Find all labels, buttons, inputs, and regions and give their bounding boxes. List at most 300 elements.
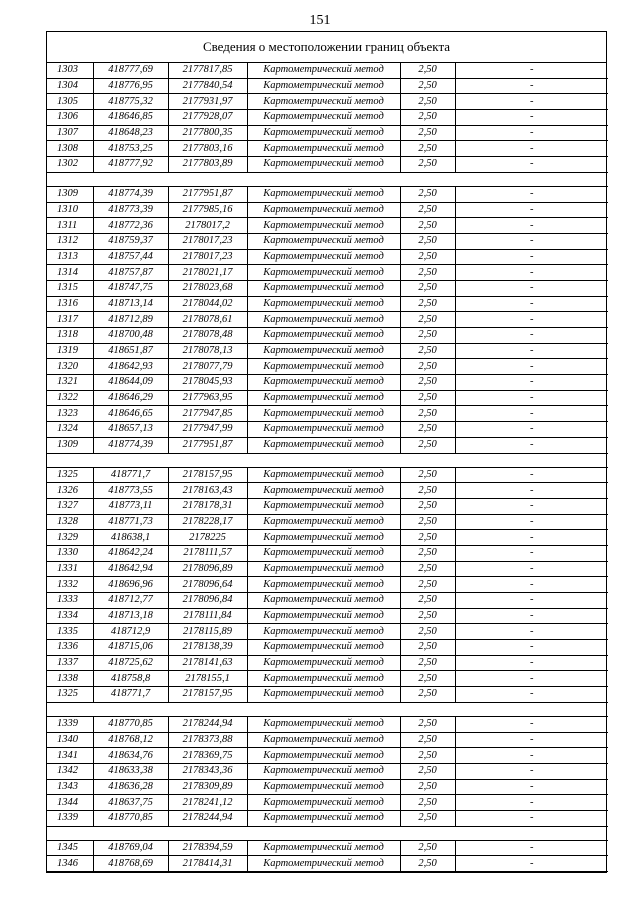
y-coordinate-cell: 2178096,84 [168,593,247,609]
description-cell: - [455,467,608,483]
accuracy-cell: 2,50 [400,655,455,671]
point-number-cell: 1335 [47,624,93,640]
x-coordinate-cell: 418768,12 [93,732,168,748]
table-row [47,312,608,328]
y-coordinate-cell: 2178096,89 [168,561,247,577]
y-coordinate-cell: 2178373,88 [168,732,247,748]
x-coordinate-cell: 418713,18 [93,608,168,624]
point-number-cell: 1309 [47,437,93,453]
y-coordinate-cell: 2177928,07 [168,110,247,126]
description-cell: - [455,94,608,110]
y-coordinate-cell: 2177947,99 [168,422,247,438]
method-cell: Картометрический метод [247,390,400,406]
table-row [47,265,608,281]
point-number-cell: 1307 [47,125,93,141]
separator-cell [47,453,608,467]
y-coordinate-cell: 2178225 [168,530,247,546]
y-coordinate-cell: 2177985,16 [168,202,247,218]
description-cell: - [455,795,608,811]
accuracy-cell: 2,50 [400,390,455,406]
method-cell: Картометрический метод [247,655,400,671]
description-cell: - [455,545,608,561]
y-coordinate-cell: 2178017,2 [168,218,247,234]
point-number-cell: 1317 [47,312,93,328]
table-row [47,561,608,577]
accuracy-cell: 2,50 [400,406,455,422]
point-number-cell: 1341 [47,748,93,764]
table-row [47,94,608,110]
x-coordinate-cell: 418696,96 [93,577,168,593]
y-coordinate-cell: 2177947,85 [168,406,247,422]
y-coordinate-cell: 2178141,63 [168,655,247,671]
accuracy-cell: 2,50 [400,640,455,656]
point-number-cell: 1318 [47,328,93,344]
description-cell: - [455,233,608,249]
table-row [47,78,608,94]
method-cell: Картометрический метод [247,624,400,640]
x-coordinate-cell: 418777,92 [93,157,168,173]
description-cell: - [455,218,608,234]
x-coordinate-cell: 418651,87 [93,343,168,359]
y-coordinate-cell: 2177931,97 [168,94,247,110]
table-row [47,233,608,249]
method-cell: Картометрический метод [247,125,400,141]
point-number-cell: 1328 [47,514,93,530]
description-cell: - [455,110,608,126]
accuracy-cell: 2,50 [400,202,455,218]
y-coordinate-cell: 2178163,43 [168,483,247,499]
x-coordinate-cell: 418646,65 [93,406,168,422]
point-number-cell: 1316 [47,296,93,312]
x-coordinate-cell: 418642,24 [93,545,168,561]
accuracy-cell: 2,50 [400,125,455,141]
accuracy-cell: 2,50 [400,716,455,732]
description-cell: - [455,624,608,640]
description-cell: - [455,265,608,281]
x-coordinate-cell: 418777,69 [93,63,168,78]
point-number-cell: 1327 [47,498,93,514]
description-cell: - [455,810,608,826]
y-coordinate-cell: 2178077,79 [168,359,247,375]
x-coordinate-cell: 418775,32 [93,94,168,110]
table-row [47,671,608,687]
table-row [47,202,608,218]
description-cell: - [455,249,608,265]
point-number-cell: 1339 [47,810,93,826]
point-number-cell: 1340 [47,732,93,748]
description-cell: - [455,63,608,78]
table-row [47,795,608,811]
point-number-cell: 1339 [47,716,93,732]
y-coordinate-cell: 2178096,64 [168,577,247,593]
method-cell: Картометрический метод [247,375,400,391]
y-coordinate-cell: 2178023,68 [168,280,247,296]
table-row [47,856,608,872]
accuracy-cell: 2,50 [400,186,455,202]
y-coordinate-cell: 2178394,59 [168,840,247,856]
x-coordinate-cell: 418773,39 [93,202,168,218]
x-coordinate-cell: 418774,39 [93,437,168,453]
x-coordinate-cell: 418634,76 [93,748,168,764]
description-cell: - [455,687,608,703]
description-cell: - [455,157,608,173]
table-row [47,716,608,732]
accuracy-cell: 2,50 [400,265,455,281]
description-cell: - [455,498,608,514]
table-row [47,390,608,406]
accuracy-cell: 2,50 [400,110,455,126]
y-coordinate-cell: 2177951,87 [168,186,247,202]
separator-cell [47,702,608,716]
description-cell: - [455,840,608,856]
method-cell: Картометрический метод [247,186,400,202]
accuracy-cell: 2,50 [400,624,455,640]
method-cell: Картометрический метод [247,141,400,157]
method-cell: Картометрический метод [247,687,400,703]
description-cell: - [455,186,608,202]
x-coordinate-cell: 418657,13 [93,422,168,438]
point-number-cell: 1305 [47,94,93,110]
description-cell: - [455,359,608,375]
point-number-cell: 1338 [47,671,93,687]
method-cell: Картометрический метод [247,514,400,530]
accuracy-cell: 2,50 [400,94,455,110]
table-row [47,763,608,779]
y-coordinate-cell: 2178241,12 [168,795,247,811]
description-cell: - [455,514,608,530]
accuracy-cell: 2,50 [400,249,455,265]
point-number-cell: 1308 [47,141,93,157]
accuracy-cell: 2,50 [400,312,455,328]
description-cell: - [455,483,608,499]
method-cell: Картометрический метод [247,218,400,234]
accuracy-cell: 2,50 [400,561,455,577]
table-row [47,422,608,438]
point-number-cell: 1345 [47,840,93,856]
description-cell: - [455,141,608,157]
table-row [47,141,608,157]
x-coordinate-cell: 418753,25 [93,141,168,157]
group-separator-row [47,172,608,186]
description-cell: - [455,577,608,593]
table-row [47,186,608,202]
description-cell: - [455,375,608,391]
y-coordinate-cell: 2178414,31 [168,856,247,872]
y-coordinate-cell: 2178138,39 [168,640,247,656]
accuracy-cell: 2,50 [400,483,455,499]
x-coordinate-cell: 418638,1 [93,530,168,546]
accuracy-cell: 2,50 [400,157,455,173]
table-row [47,840,608,856]
description-cell: - [455,296,608,312]
x-coordinate-cell: 418636,28 [93,779,168,795]
table-row [47,467,608,483]
y-coordinate-cell: 2177803,16 [168,141,247,157]
description-cell: - [455,78,608,94]
x-coordinate-cell: 418713,14 [93,296,168,312]
accuracy-cell: 2,50 [400,296,455,312]
point-number-cell: 1309 [47,186,93,202]
point-number-cell: 1324 [47,422,93,438]
method-cell: Картометрический метод [247,795,400,811]
description-cell: - [455,312,608,328]
point-number-cell: 1337 [47,655,93,671]
accuracy-cell: 2,50 [400,359,455,375]
table-row [47,655,608,671]
point-number-cell: 1346 [47,856,93,872]
table-row [47,125,608,141]
y-coordinate-cell: 2178178,31 [168,498,247,514]
accuracy-cell: 2,50 [400,593,455,609]
method-cell: Картометрический метод [247,312,400,328]
y-coordinate-cell: 2178045,93 [168,375,247,391]
method-cell: Картометрический метод [247,63,400,78]
description-cell: - [455,437,608,453]
x-coordinate-cell: 418770,85 [93,810,168,826]
accuracy-cell: 2,50 [400,422,455,438]
table-row [47,437,608,453]
y-coordinate-cell: 2177817,85 [168,63,247,78]
table-row [47,157,608,173]
method-cell: Картометрический метод [247,467,400,483]
table-row [47,608,608,624]
method-cell: Картометрический метод [247,732,400,748]
method-cell: Картометрический метод [247,296,400,312]
accuracy-cell: 2,50 [400,779,455,795]
point-number-cell: 1304 [47,78,93,94]
accuracy-cell: 2,50 [400,732,455,748]
point-number-cell: 1303 [47,63,93,78]
x-coordinate-cell: 418637,75 [93,795,168,811]
accuracy-cell: 2,50 [400,840,455,856]
method-cell: Картометрический метод [247,233,400,249]
method-cell: Картометрический метод [247,671,400,687]
coordinates-table-body [47,63,608,872]
description-cell: - [455,608,608,624]
page-number: 151 [309,13,331,28]
accuracy-cell: 2,50 [400,343,455,359]
x-coordinate-cell: 418700,48 [93,328,168,344]
accuracy-cell: 2,50 [400,63,455,78]
description-cell: - [455,406,608,422]
y-coordinate-cell: 2178078,61 [168,312,247,328]
y-coordinate-cell: 2178017,23 [168,233,247,249]
description-cell: - [455,422,608,438]
accuracy-cell: 2,50 [400,748,455,764]
table-row [47,498,608,514]
description-cell: - [455,561,608,577]
table-row [47,545,608,561]
y-coordinate-cell: 2178309,89 [168,779,247,795]
table-row [47,514,608,530]
accuracy-cell: 2,50 [400,856,455,872]
method-cell: Картометрический метод [247,810,400,826]
point-number-cell: 1342 [47,763,93,779]
point-number-cell: 1302 [47,157,93,173]
y-coordinate-cell: 2178244,94 [168,810,247,826]
description-cell: - [455,593,608,609]
accuracy-cell: 2,50 [400,437,455,453]
description-cell: - [455,280,608,296]
table-row [47,218,608,234]
description-cell: - [455,779,608,795]
x-coordinate-cell: 418642,94 [93,561,168,577]
x-coordinate-cell: 418648,23 [93,125,168,141]
description-cell: - [455,763,608,779]
group-separator-row [47,702,608,716]
boundary-document [46,31,607,873]
y-coordinate-cell: 2177951,87 [168,437,247,453]
group-separator-row [47,453,608,467]
method-cell: Картометрический метод [247,561,400,577]
method-cell: Картометрический метод [247,280,400,296]
accuracy-cell: 2,50 [400,467,455,483]
x-coordinate-cell: 418772,36 [93,218,168,234]
accuracy-cell: 2,50 [400,141,455,157]
accuracy-cell: 2,50 [400,280,455,296]
accuracy-cell: 2,50 [400,530,455,546]
method-cell: Картометрический метод [247,483,400,499]
point-number-cell: 1330 [47,545,93,561]
point-number-cell: 1333 [47,593,93,609]
table-row [47,593,608,609]
method-cell: Картометрический метод [247,640,400,656]
method-cell: Картометрический метод [247,530,400,546]
table-row [47,577,608,593]
method-cell: Картометрический метод [247,343,400,359]
y-coordinate-cell: 2178017,23 [168,249,247,265]
description-cell: - [455,343,608,359]
y-coordinate-cell: 2177840,54 [168,78,247,94]
x-coordinate-cell: 418776,95 [93,78,168,94]
y-coordinate-cell: 2178021,17 [168,265,247,281]
point-number-cell: 1334 [47,608,93,624]
description-cell: - [455,328,608,344]
point-number-cell: 1306 [47,110,93,126]
description-cell: - [455,856,608,872]
table-row [47,63,608,78]
document-title: Сведения о местоположении границ объекта [47,32,606,63]
table-row [47,110,608,126]
x-coordinate-cell: 418757,87 [93,265,168,281]
x-coordinate-cell: 418771,73 [93,514,168,530]
point-number-cell: 1326 [47,483,93,499]
point-number-cell: 1319 [47,343,93,359]
accuracy-cell: 2,50 [400,514,455,530]
separator-cell [47,826,608,840]
y-coordinate-cell: 2178115,89 [168,624,247,640]
y-coordinate-cell: 2178044,02 [168,296,247,312]
point-number-cell: 1322 [47,390,93,406]
point-number-cell: 1325 [47,467,93,483]
accuracy-cell: 2,50 [400,608,455,624]
point-number-cell: 1331 [47,561,93,577]
method-cell: Картометрический метод [247,840,400,856]
y-coordinate-cell: 2177963,95 [168,390,247,406]
group-separator-row [47,826,608,840]
accuracy-cell: 2,50 [400,78,455,94]
table-row [47,687,608,703]
y-coordinate-cell: 2178078,13 [168,343,247,359]
y-coordinate-cell: 2177800,35 [168,125,247,141]
accuracy-cell: 2,50 [400,671,455,687]
x-coordinate-cell: 418758,8 [93,671,168,687]
table-row [47,530,608,546]
separator-cell [47,172,608,186]
y-coordinate-cell: 2178078,48 [168,328,247,344]
method-cell: Картометрический метод [247,545,400,561]
method-cell: Картометрический метод [247,249,400,265]
method-cell: Картометрический метод [247,716,400,732]
description-cell: - [455,732,608,748]
y-coordinate-cell: 2178111,84 [168,608,247,624]
accuracy-cell: 2,50 [400,233,455,249]
x-coordinate-cell: 418646,29 [93,390,168,406]
table-row [47,779,608,795]
method-cell: Картометрический метод [247,94,400,110]
y-coordinate-cell: 2178157,95 [168,467,247,483]
x-coordinate-cell: 418747,75 [93,280,168,296]
table-row [47,748,608,764]
method-cell: Картометрический метод [247,763,400,779]
accuracy-cell: 2,50 [400,577,455,593]
y-coordinate-cell: 2178155,1 [168,671,247,687]
y-coordinate-cell: 2177803,89 [168,157,247,173]
point-number-cell: 1332 [47,577,93,593]
method-cell: Картометрический метод [247,265,400,281]
x-coordinate-cell: 418771,7 [93,687,168,703]
accuracy-cell: 2,50 [400,810,455,826]
table-row [47,359,608,375]
method-cell: Картометрический метод [247,437,400,453]
point-number-cell: 1314 [47,265,93,281]
description-cell: - [455,748,608,764]
table-row [47,249,608,265]
description-cell: - [455,202,608,218]
x-coordinate-cell: 418757,44 [93,249,168,265]
x-coordinate-cell: 418712,89 [93,312,168,328]
method-cell: Картометрический метод [247,359,400,375]
point-number-cell: 1329 [47,530,93,546]
table-row [47,810,608,826]
point-number-cell: 1343 [47,779,93,795]
method-cell: Картометрический метод [247,78,400,94]
accuracy-cell: 2,50 [400,498,455,514]
accuracy-cell: 2,50 [400,687,455,703]
method-cell: Картометрический метод [247,406,400,422]
y-coordinate-cell: 2178228,17 [168,514,247,530]
method-cell: Картометрический метод [247,498,400,514]
x-coordinate-cell: 418715,06 [93,640,168,656]
y-coordinate-cell: 2178369,75 [168,748,247,764]
accuracy-cell: 2,50 [400,545,455,561]
table-row [47,280,608,296]
point-number-cell: 1323 [47,406,93,422]
description-cell: - [455,655,608,671]
method-cell: Картометрический метод [247,608,400,624]
x-coordinate-cell: 418725,62 [93,655,168,671]
point-number-cell: 1321 [47,375,93,391]
x-coordinate-cell: 418646,85 [93,110,168,126]
table-row [47,640,608,656]
x-coordinate-cell: 418759,37 [93,233,168,249]
point-number-cell: 1315 [47,280,93,296]
x-coordinate-cell: 418770,85 [93,716,168,732]
method-cell: Картометрический метод [247,856,400,872]
method-cell: Картометрический метод [247,110,400,126]
method-cell: Картометрический метод [247,748,400,764]
description-cell: - [455,530,608,546]
